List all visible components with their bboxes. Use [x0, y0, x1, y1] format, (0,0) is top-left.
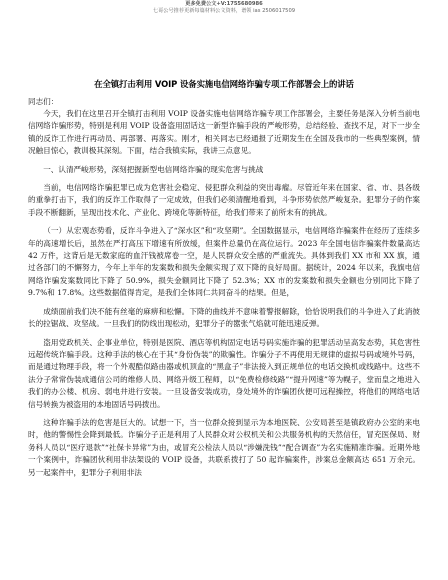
- paragraph: （一）从宏观态势看，反诈斗争进入了“深水区”和“攻坚期”。全国数据显示，电信网络诈骗案件在经历了连续多年的高速增长后，虽然在严打高压下增速有所放缓，但案件总量仍在高位运行。2023 年全国电信诈骗案件数量高达 42 万件，这背后是无数家庭的血汗钱被席卷一空，是人民群众安全感的严重流失。具体到我们 XX 市和 XX 旗，通过各部门的不懈努力，今年上半年的发案数和损失金额实现了双下降的良好局面。据统计，2024 年以来，我旗电信网络诈骗发案数同比下降了 50.9%，损失金额同比下降了 52.3%；XX 市的发案数和损失金额也分别同比下降了 9.7%和 17.8%。这些数据值得肯定，是我们全体同仁共同奋斗的结果。但是，: [28, 226, 420, 298]
- page-header: [28, 0, 420, 15]
- paragraph: 当前，电信网络诈骗犯罪已成为危害社会稳定、侵犯群众利益的突出毒瘤。尽管近年来在国家、省、市、县各级的重拳打击下，我们的反诈工作取得了一定成效，但我们必须清醒地看到，斗争形势依然严峻复杂。犯罪分子的作案手段不断翻新，呈现出技术化、产业化、跨境化等新特征，给我们带来了前所未有的挑战。: [28, 183, 420, 217]
- section-heading: 一、认清严峻形势，深刻把握新型电信网络诈骗的现实危害与挑战: [43, 164, 264, 174]
- paragraph: 今天，我们在这里召开全镇打击利用 VOIP 设备实施电信网络诈骗专项工作部署会，主要任务是深入分析当前电信网络诈骗形势，特别是利用 VOIP 设备盗用固话这一新型诈骗手段的严峻形势，总结经验、查找不足，对下一步全镇的反诈工作进行再动员、再部署、再落实。刚才，相关同志已经通报了近期发生在全国及我市的一些典型案例，情况触目惊心，教训极其深刻。下面，结合我镇实际，我讲三点意见。: [28, 109, 420, 156]
- salutation: 同志们：: [28, 97, 59, 106]
- document-body: [28, 108, 420, 479]
- document-title: 在全镇打击利用 VOIP 设备实施电信网络诈骗专项工作部署会上的讲话: [94, 79, 354, 89]
- header-line-1: 更多免费公文+V:1755680986: [185, 1, 263, 7]
- paragraph: 盗用党政机关、企事业单位，特别是医院、酒店等机构固定电话号码实施诈骗的犯罪活动呈高发态势，其危害性远超传统诈骗手段。这种手法的核心在于其“身份伪装”的欺骗性。诈骗分子不再使用无规律的虚拟号码或境外号码，而是通过物理手段，将一个外观酷似路由器或机顶盒的“黑盒子”非法接入到正规单位的电话交换机或线路中。这些不法分子常常伪装成通信公司的维修人员、网络升级工程师，以“免费检修线路”“提升网速”等为幌子，堂而皇之地进入我们的办公楼、机房、弱电井进行安装。一旦设备安装成功，身处境外的诈骗团伙便可远程操控，将他们的网络电话信号转换为被盗用的本地固话号码拨出。: [28, 337, 420, 409]
- paragraph: 成绩面前我们决不能有丝毫的麻痹和松懈。下降的曲线并不意味着警报解除，恰恰说明我们的斗争进入了此消彼长的拉锯战、攻坚战。一旦我们的防线出现松动，犯罪分子的嚣张气焰就可能迅速反弹。: [28, 306, 420, 329]
- paragraph: 这种诈骗手法的危害是巨大的。试想一下，当一位群众接到显示为本地医院、公安局甚至是镇政府办公室的来电时，他的警惕性会降到最低。诈骗分子正是利用了人民群众对公权机关和公共服务机构的天然信任，冒充医保局、财务科人员以“医疗退款”“社保卡异常”为由，或冒充公检法人员以“涉嫌洗钱”“配合调查”为名实施精准诈骗。近期外地一个案例中，诈骗团伙利用非法架设的 VOIP 设备，共联系拨打了 50 起诈骗案件，涉案总金额高达 651 万余元。另一起案件中，犯罪分子利用非法: [28, 417, 420, 477]
- header-line-2: 七哥公号推荐更新每篇材料公文资料，谱领 ias 2506017509: [152, 8, 296, 14]
